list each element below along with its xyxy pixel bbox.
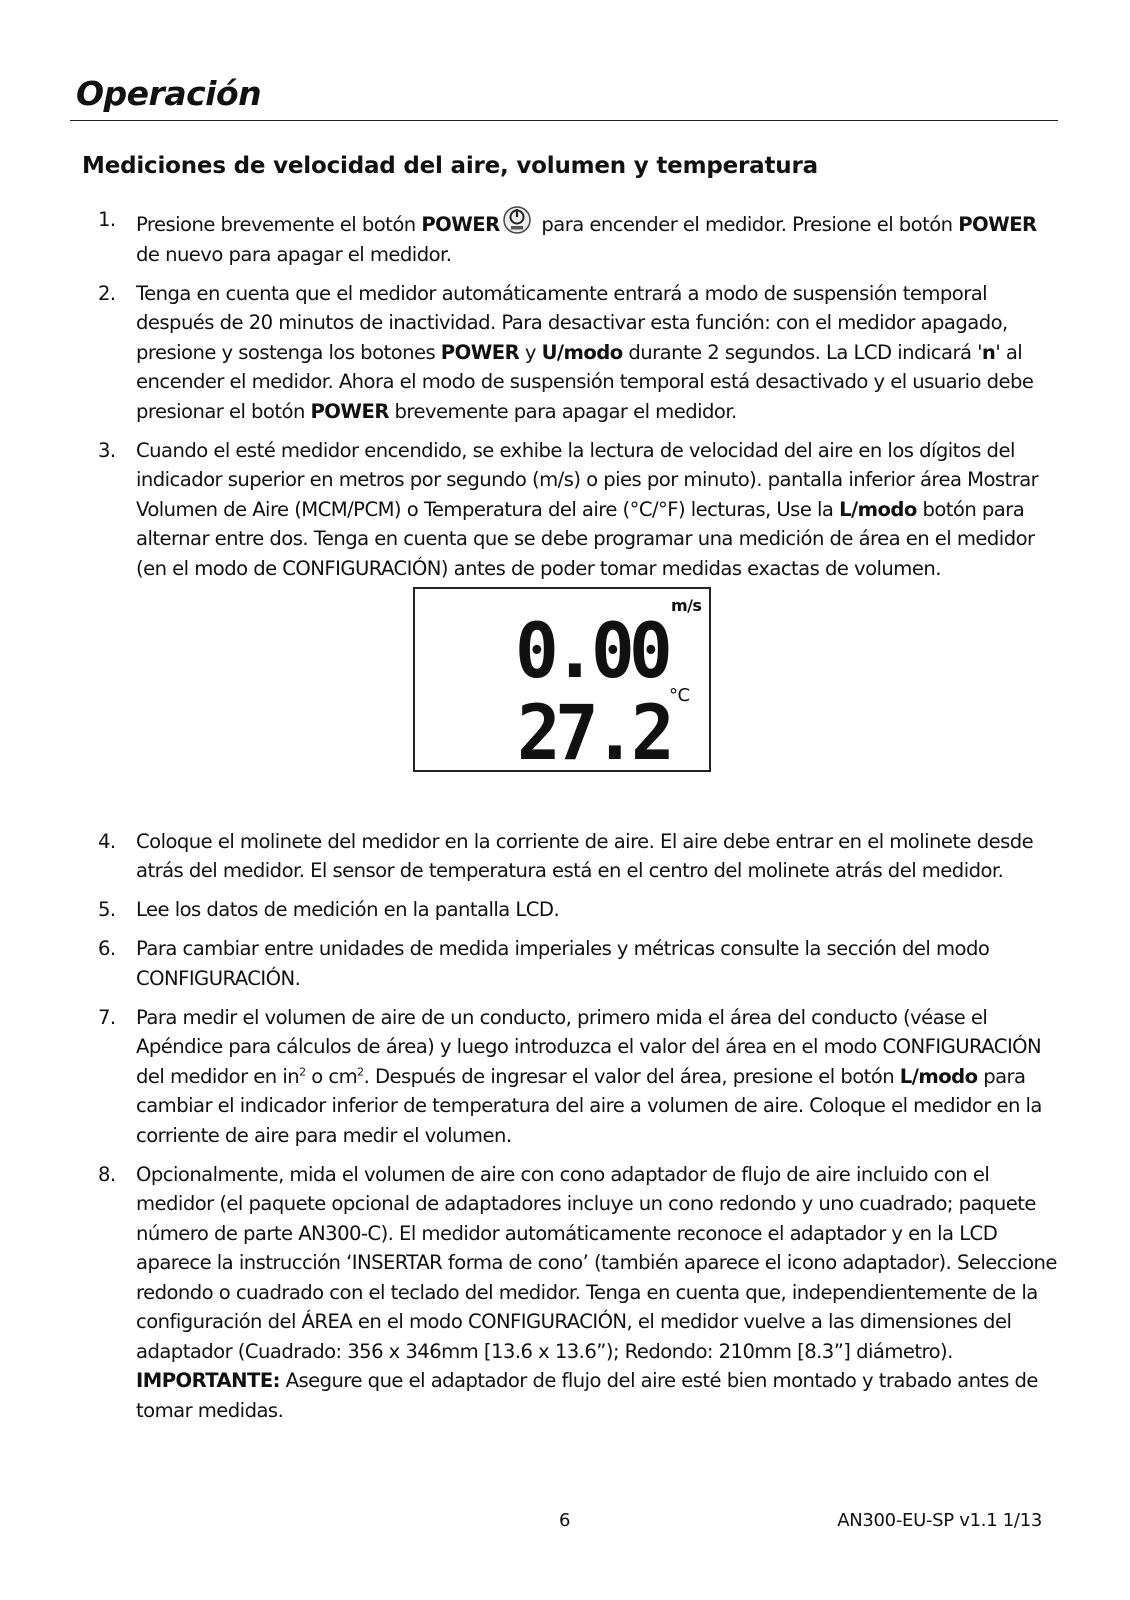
step-number: 4. — [98, 829, 116, 853]
list-item — [98, 827, 1063, 886]
step-number: 7. — [98, 1005, 116, 1029]
list-item — [98, 279, 1063, 427]
title-divider — [70, 120, 1058, 121]
step-text: Para medir el volumen de aire de un conducto, primero mida el área del conducto (véase el Apéndice para cálculos de área) y luego introduzca el valor del área en el modo CONFIGURACIÓN del medidor en $in^2$ o $cm^2$. Después de ingresar el valor del área, presione el botón L/modo para cambiar el indicador inferior de temperatura del aire a volumen de aire. Coloque el medidor en la corriente de aire para medir el volumen. — [136, 1005, 1042, 1147]
step-number: 8. — [98, 1162, 116, 1186]
lcd-bottom-reading: 27.2 — [517, 687, 670, 770]
lcd-bottom-unit: °C — [669, 684, 690, 706]
step-number: 1. — [98, 208, 116, 231]
list-item — [98, 436, 1063, 584]
list-item — [98, 895, 1063, 925]
step-text: Para cambiar entre unidades de medida imperiales y métricas consulte la sección del modo CONFIGURACIÓN. — [136, 937, 990, 990]
lcd-top-unit: m/s — [671, 595, 702, 615]
lcd-display-figure — [413, 587, 711, 772]
step-text: Opcionalmente, mida el volumen de aire con cono adaptador de flujo de aire incluido con el medidor (el paquete opcional de adaptadores incluye un cono redondo y uno cuadrado; paquete número de parte AN300-C). El medidor automáticamente reconoce el adaptador y en la LCD aparece la instrucción ‘INSERTAR forma de cono’ (también aparece el icono adaptador). Seleccione redondo o cuadrado con el teclado del medidor. Tenga en cuenta que, independientemente de la configuración del ÁREA en el modo CONFIGURACIÓN, el medidor vuelve a las dimensiones del adaptador (Cuadrado: 356 x 346mm [13.6 x 13.6”); Redondo: 210mm [8.3”] diámetro). IMPORTANTE: Asegure que el adaptador de flujo del aire esté bien montado y trabado antes de tomar medidas. — [136, 1162, 1057, 1422]
step-text: Coloque el molinete del medidor en la corriente de aire. El aire debe entrar en el molinete desde atrás del medidor. El sensor de temperatura está en el centro del molinete atrás del medidor. — [136, 829, 1034, 882]
step-number: 2. — [98, 281, 116, 305]
step-number: 5. — [98, 898, 116, 921]
step-number: 3. — [98, 438, 116, 462]
steps-list — [98, 205, 1063, 1435]
list-item — [98, 934, 1063, 993]
document-code: AN300-EU-SP v1.1 1/13 — [837, 1510, 1042, 1531]
step-text: Tenga en cuenta que el medidor automáticamente entrará a modo de suspensión temporal después de 20 minutos de inactividad. Para desactivar esta función: con el medidor apagado, presione y sostenga los botones POWER y U/modo durante 2 segundos. La LCD indicará 'n' al encender el medidor. Ahora el modo de suspensión temporal está desactivado y el usuario debe presionar el botón POWER brevemente para apagar el medidor. — [136, 281, 1034, 423]
section-heading: Mediciones de velocidad del aire, volumen y temperatura — [82, 153, 818, 179]
step-number: 6. — [98, 937, 116, 960]
lcd-top-reading: 0.00 — [515, 605, 670, 695]
list-item — [98, 1160, 1063, 1426]
page-title: Operación — [76, 74, 262, 113]
page-number: 6 — [559, 1510, 571, 1531]
list-item — [98, 205, 1063, 269]
list-item — [98, 1003, 1063, 1151]
power-set-button-icon — [502, 205, 532, 235]
lcd-figure-container — [98, 593, 1063, 819]
step-text: Lee los datos de medición en la pantalla LCD. — [136, 898, 560, 921]
step-text: Presione brevemente el botón POWER para encender el medidor. Presione el botón POWER de nuevo para apagar el medidor. — [136, 205, 1063, 269]
step-text: Cuando el esté medidor encendido, se exhibe la lectura de velocidad del aire en los dígitos del indicador superior en metros por segundo (m/s) o pies por minuto). pantalla inferior área Mostrar Volumen de Aire (MCM/PCM) o Temperatura del aire (°C/°F) lecturas, Use la L/modo botón para alternar entre dos. Tenga en cuenta que se debe programar una medición de área en el medidor (en el modo de CONFIGURACIÓN) antes de poder tomar medidas exactas de volumen. — [136, 438, 1039, 580]
